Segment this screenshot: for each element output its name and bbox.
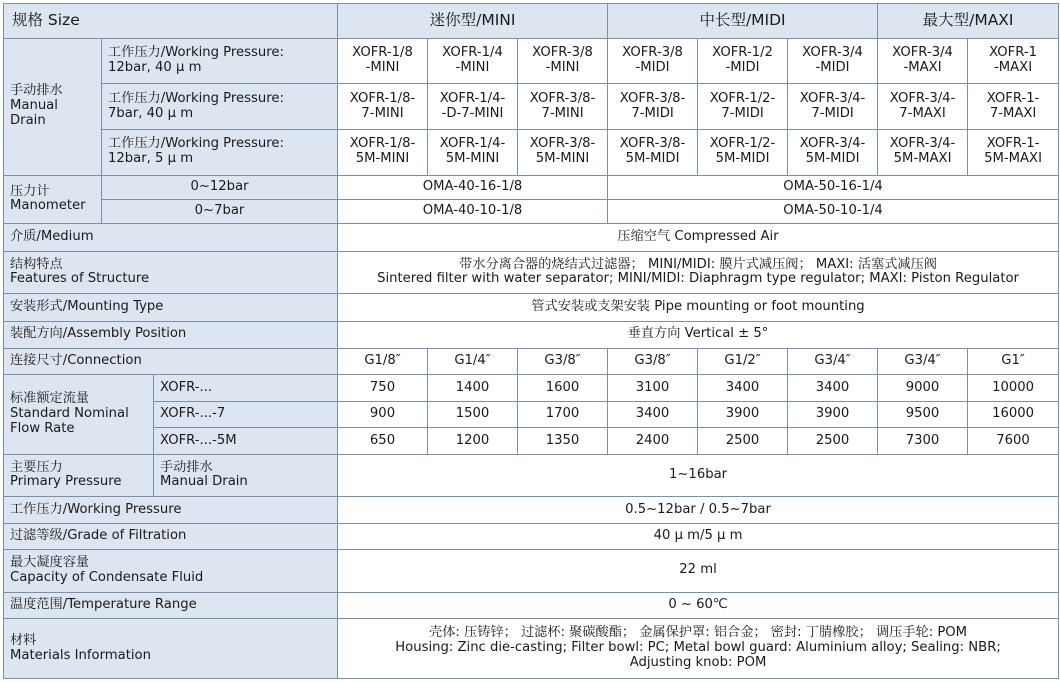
model-cell: XOFR-1/4- 5M-MINI — [428, 129, 518, 175]
model-cell: XOFR-1/8- 5M-MINI — [338, 129, 428, 175]
model-cell: XOFR-3/4- 5M-MIDI — [788, 129, 878, 175]
model-cell: XOFR-1- 7-MAXI — [968, 84, 1059, 130]
flow-cell: 3400 — [788, 375, 878, 401]
manual-drain-label: 手动排水 Manual Drain — [4, 38, 102, 175]
primary-pressure-label: 主要压力 Primary Pressure — [4, 454, 154, 497]
structure-value: 带水分离合器的烧结式过滤器； MINI/MIDI: 膜片式减压阀； MAXI: 活塞式减压阀 Sintered filter with water separator; MINI/MIDI: Diaphragm type regulator; MAXI: Piston Regulator — [338, 251, 1059, 294]
flow-cell: 1350 — [518, 428, 608, 454]
manometer-label: 压力计 Manometer — [4, 175, 102, 224]
mounting-label: 安装形式/Mounting Type — [4, 294, 338, 321]
model-cell: XOFR-1- 5M-MAXI — [968, 129, 1059, 175]
table-row — [4, 523, 1059, 549]
structure-label: 结构特点 Features of Structure — [4, 251, 338, 294]
table-row — [4, 349, 1059, 375]
model-cell: XOFR-3/8 -MIDI — [608, 38, 698, 84]
table-row — [4, 175, 1059, 199]
flow-cell: 2500 — [698, 428, 788, 454]
model-cell: XOFR-3/8- 7-MIDI — [608, 84, 698, 130]
table-row — [4, 497, 1059, 523]
group-maxi: 最大型/MAXI — [878, 4, 1059, 39]
table-row — [4, 619, 1059, 679]
table-row — [4, 550, 1059, 593]
flow-cell: 10000 — [968, 375, 1059, 401]
filtration-value: 40 μ m/5 μ m — [338, 523, 1059, 549]
connection-cell: G1/4″ — [428, 349, 518, 375]
assembly-value: 垂直方向 Vertical ± 5° — [338, 321, 1059, 348]
table-row — [4, 454, 1059, 497]
flow-cell: 650 — [338, 428, 428, 454]
flow-cell: 7600 — [968, 428, 1059, 454]
condensate-label: 最大凝度容量 Capacity of Condensate Fluid — [4, 550, 338, 593]
size-label: 规格 Size — [4, 4, 338, 39]
flow-cell: 16000 — [968, 401, 1059, 427]
table-row — [4, 129, 1059, 175]
connection-cell: G3/8″ — [608, 349, 698, 375]
table-row — [4, 84, 1059, 130]
manometer-range: 0~12bar — [102, 175, 338, 199]
flow-cell: 1600 — [518, 375, 608, 401]
model-cell: XOFR-3/4- 7-MAXI — [878, 84, 968, 130]
model-cell: XOFR-3/4 -MIDI — [788, 38, 878, 84]
group-midi: 中长型/MIDI — [608, 4, 878, 39]
filtration-label: 过滤等级/Grade of Filtration — [4, 523, 338, 549]
flow-cell: 750 — [338, 375, 428, 401]
flow-cell: 9000 — [878, 375, 968, 401]
table-row — [4, 592, 1059, 618]
connection-cell: G1″ — [968, 349, 1059, 375]
model-cell: XOFR-3/8- 7-MINI — [518, 84, 608, 130]
manometer-range: 0~7bar — [102, 199, 338, 223]
model-cell: XOFR-3/8 -MINI — [518, 38, 608, 84]
working-pressure-value: 0.5~12bar / 0.5~7bar — [338, 497, 1059, 523]
model-cell: XOFR-1 -MAXI — [968, 38, 1059, 84]
condition-cell: 工作压力/Working Pressure: 7bar, 40 μ m — [102, 84, 338, 130]
connection-label: 连接尺寸/Connection — [4, 349, 338, 375]
flow-cell: 1500 — [428, 401, 518, 427]
model-cell: XOFR-3/4 -MAXI — [878, 38, 968, 84]
flow-cell: 3400 — [608, 401, 698, 427]
assembly-label: 装配方向/Assembly Position — [4, 321, 338, 348]
group-mini: 迷你型/MINI — [338, 4, 608, 39]
model-cell: XOFR-1/2- 5M-MIDI — [698, 129, 788, 175]
model-cell: XOFR-1/8 -MINI — [338, 38, 428, 84]
connection-cell: G1/8″ — [338, 349, 428, 375]
table-row — [4, 199, 1059, 223]
flow-cell: 7300 — [878, 428, 968, 454]
header-row — [4, 4, 1059, 39]
mounting-value: 管式安装或支架安装 Pipe mounting or foot mounting — [338, 294, 1059, 321]
spec-table — [3, 3, 1059, 679]
flow-cell: 2400 — [608, 428, 698, 454]
connection-cell: G3/4″ — [788, 349, 878, 375]
temperature-label: 温度范围/Temperature Range — [4, 592, 338, 618]
flow-model: XOFR-... — [154, 375, 338, 401]
flow-model: XOFR-...-7 — [154, 401, 338, 427]
model-cell: XOFR-3/8- 5M-MIDI — [608, 129, 698, 175]
primary-pressure-value: 1~16bar — [338, 454, 1059, 497]
connection-cell: G3/4″ — [878, 349, 968, 375]
primary-pressure-sub: 手动排水 Manual Drain — [154, 454, 338, 497]
table-row — [4, 294, 1059, 321]
manometer-midi-maxi: OMA-50-10-1/4 — [608, 199, 1059, 223]
condition-cell: 工作压力/Working Pressure: 12bar, 40 μ m — [102, 38, 338, 84]
table-row — [4, 224, 1059, 251]
condition-cell: 工作压力/Working Pressure: 12bar, 5 μ m — [102, 129, 338, 175]
flow-cell: 3400 — [698, 375, 788, 401]
medium-value: 压缩空气 Compressed Air — [338, 224, 1059, 251]
model-cell: XOFR-1/4 -MINI — [428, 38, 518, 84]
flow-cell: 3900 — [788, 401, 878, 427]
model-cell: XOFR-1/2- 7-MIDI — [698, 84, 788, 130]
model-cell: XOFR-1/4- -D-7-MINI — [428, 84, 518, 130]
flow-cell: 3100 — [608, 375, 698, 401]
working-pressure-label: 工作压力/Working Pressure — [4, 497, 338, 523]
medium-label: 介质/Medium — [4, 224, 338, 251]
manometer-midi-maxi: OMA-50-16-1/4 — [608, 175, 1059, 199]
flow-cell: 2500 — [788, 428, 878, 454]
table-row — [4, 428, 1059, 454]
flow-cell: 1700 — [518, 401, 608, 427]
materials-label: 材料 Materials Information — [4, 619, 338, 679]
model-cell: XOFR-1/2 -MIDI — [698, 38, 788, 84]
model-cell: XOFR-3/4- 5M-MAXI — [878, 129, 968, 175]
flow-label: 标准额定流量 Standard Nominal Flow Rate — [4, 375, 154, 454]
model-cell: XOFR-1/8- 7-MINI — [338, 84, 428, 130]
connection-cell: G1/2″ — [698, 349, 788, 375]
table-row — [4, 321, 1059, 348]
table-row — [4, 251, 1059, 294]
connection-cell: G3/8″ — [518, 349, 608, 375]
manometer-mini: OMA-40-10-1/8 — [338, 199, 608, 223]
model-cell: XOFR-3/4- 7-MIDI — [788, 84, 878, 130]
flow-cell: 900 — [338, 401, 428, 427]
temperature-value: 0 ~ 60℃ — [338, 592, 1059, 618]
model-cell: XOFR-3/8- 5M-MINI — [518, 129, 608, 175]
flow-cell: 3900 — [698, 401, 788, 427]
table-row — [4, 375, 1059, 401]
materials-value: 壳体: 压铸锌； 过滤杯: 聚碳酸酯； 金属保护罩: 铝合金； 密封: 丁腈橡胶； 调压手轮: POM Housing: Zinc die-casting; Filter bowl: PC; Metal bowl guard: Aluminium alloy; Sealing: NBR; Adjusting knob: POM — [338, 619, 1059, 679]
table-row — [4, 38, 1059, 84]
condensate-value: 22 ml — [338, 550, 1059, 593]
flow-model: XOFR-...-5M — [154, 428, 338, 454]
flow-cell: 1200 — [428, 428, 518, 454]
flow-cell: 1400 — [428, 375, 518, 401]
table-row — [4, 401, 1059, 427]
manometer-mini: OMA-40-16-1/8 — [338, 175, 608, 199]
flow-cell: 9500 — [878, 401, 968, 427]
